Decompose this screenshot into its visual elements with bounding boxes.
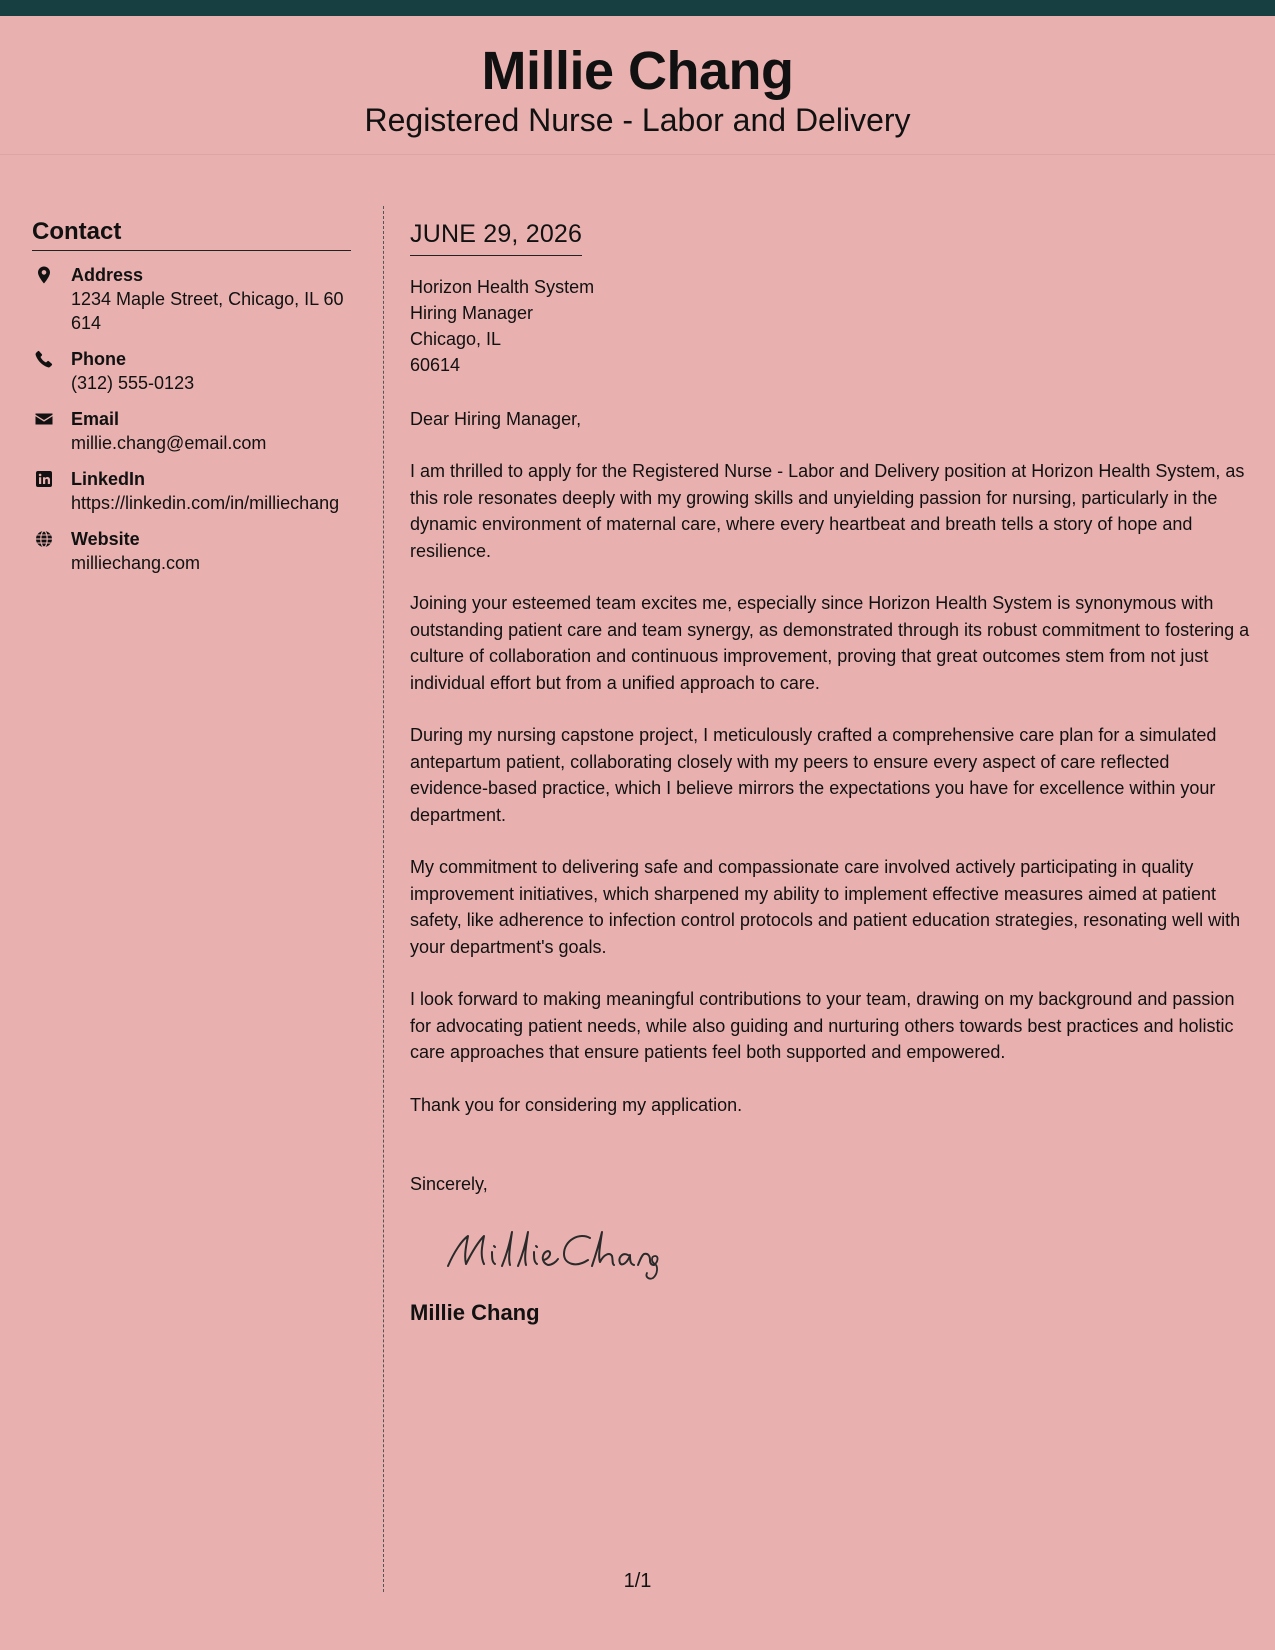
contact-label: Website	[71, 528, 140, 549]
salutation: Dear Hiring Manager,	[410, 408, 582, 429]
body-paragraph: Thank you for considering my application.	[410, 1094, 743, 1115]
phone-icon	[34, 349, 54, 369]
linkedin-icon	[34, 469, 54, 489]
body-paragraph: During my nursing capstone project, I meticulously crafted a comprehensive care plan for a simulated antepartum patient, collaborating closely with my peers to ensure every aspect of care reflected evidence-based practice, which I believe mirrors the expectations you have for excellence within your department.	[410, 725, 1217, 825]
handwritten-signature	[440, 1222, 1252, 1282]
letter-body	[410, 218, 1252, 1326]
closing: Sincerely,	[410, 1174, 488, 1194]
contact-item-address	[32, 263, 351, 335]
address-value: 1234 Maple Street, Chicago, IL 60614	[71, 288, 344, 333]
phone-value: (312) 555-0123	[71, 372, 195, 393]
globe-icon	[34, 529, 54, 549]
recipient-block	[410, 274, 1252, 378]
job-title: Registered Nurse - Labor and Delivery	[364, 102, 911, 138]
applicant-name: Millie Chang	[481, 41, 794, 101]
body-paragraph: My commitment to delivering safe and compassionate care involved actively participating in quality improvement initiatives, which sharpened my ability to implement effective measures aimed at patient safety, like adherence to infection control protocols and patient education strategies, resonating well with your department's goals.	[410, 857, 1241, 957]
contact-heading: Contact	[32, 218, 351, 251]
contact-label: Email	[71, 408, 120, 429]
contact-item-website	[32, 527, 351, 575]
recipient-line: 60614	[410, 354, 461, 375]
linkedin-value[interactable]: https://linkedin.com/in/milliechang	[71, 492, 340, 513]
column-divider	[383, 206, 384, 1592]
contact-label: Phone	[71, 348, 127, 369]
body-paragraph: Joining your esteemed team excites me, especially since Horizon Health System is synonymous with outstanding patient care and team synergy, as demonstrated through its robust commitment to fostering a culture of collaboration and continuous improvement, proving that great outcomes stem from not just individual effort but from a unified approach to care.	[410, 593, 1250, 693]
contact-sidebar	[32, 218, 351, 575]
contact-item-linkedin	[32, 467, 351, 515]
contact-item-email	[32, 407, 351, 455]
contact-item-phone	[32, 347, 351, 395]
letter-date: JUNE 29, 2026	[410, 218, 582, 256]
header	[0, 16, 1275, 155]
page-number: 1/1	[623, 1570, 652, 1592]
recipient-line: Hiring Manager	[410, 302, 534, 323]
website-value[interactable]: milliechang.com	[71, 552, 201, 573]
signed-name: Millie Chang	[410, 1299, 540, 1325]
recipient-line: Chicago, IL	[410, 328, 502, 349]
envelope-icon	[34, 409, 54, 429]
contact-label: Address	[71, 264, 144, 285]
contact-label: LinkedIn	[71, 468, 146, 489]
body-paragraph: I am thrilled to apply for the Registered Nurse - Labor and Delivery position at Horizon Health System, as this role resonates deeply with my growing skills and unyielding passion for nursing, particularly in the dynamic environment of maternal care, where every heartbeat and breath tells a story of hope and resilience.	[410, 461, 1245, 561]
body-paragraph: I look forward to making meaningful contributions to your team, drawing on my background and passion for advocating patient needs, while also guiding and nurturing others towards best practices and holistic care approaches that ensure patients feel both supported and empowered.	[410, 989, 1235, 1062]
map-pin-icon	[34, 265, 54, 285]
recipient-line: Horizon Health System	[410, 276, 595, 297]
email-value[interactable]: millie.chang@email.com	[71, 432, 267, 453]
top-accent-bar	[0, 0, 1275, 16]
